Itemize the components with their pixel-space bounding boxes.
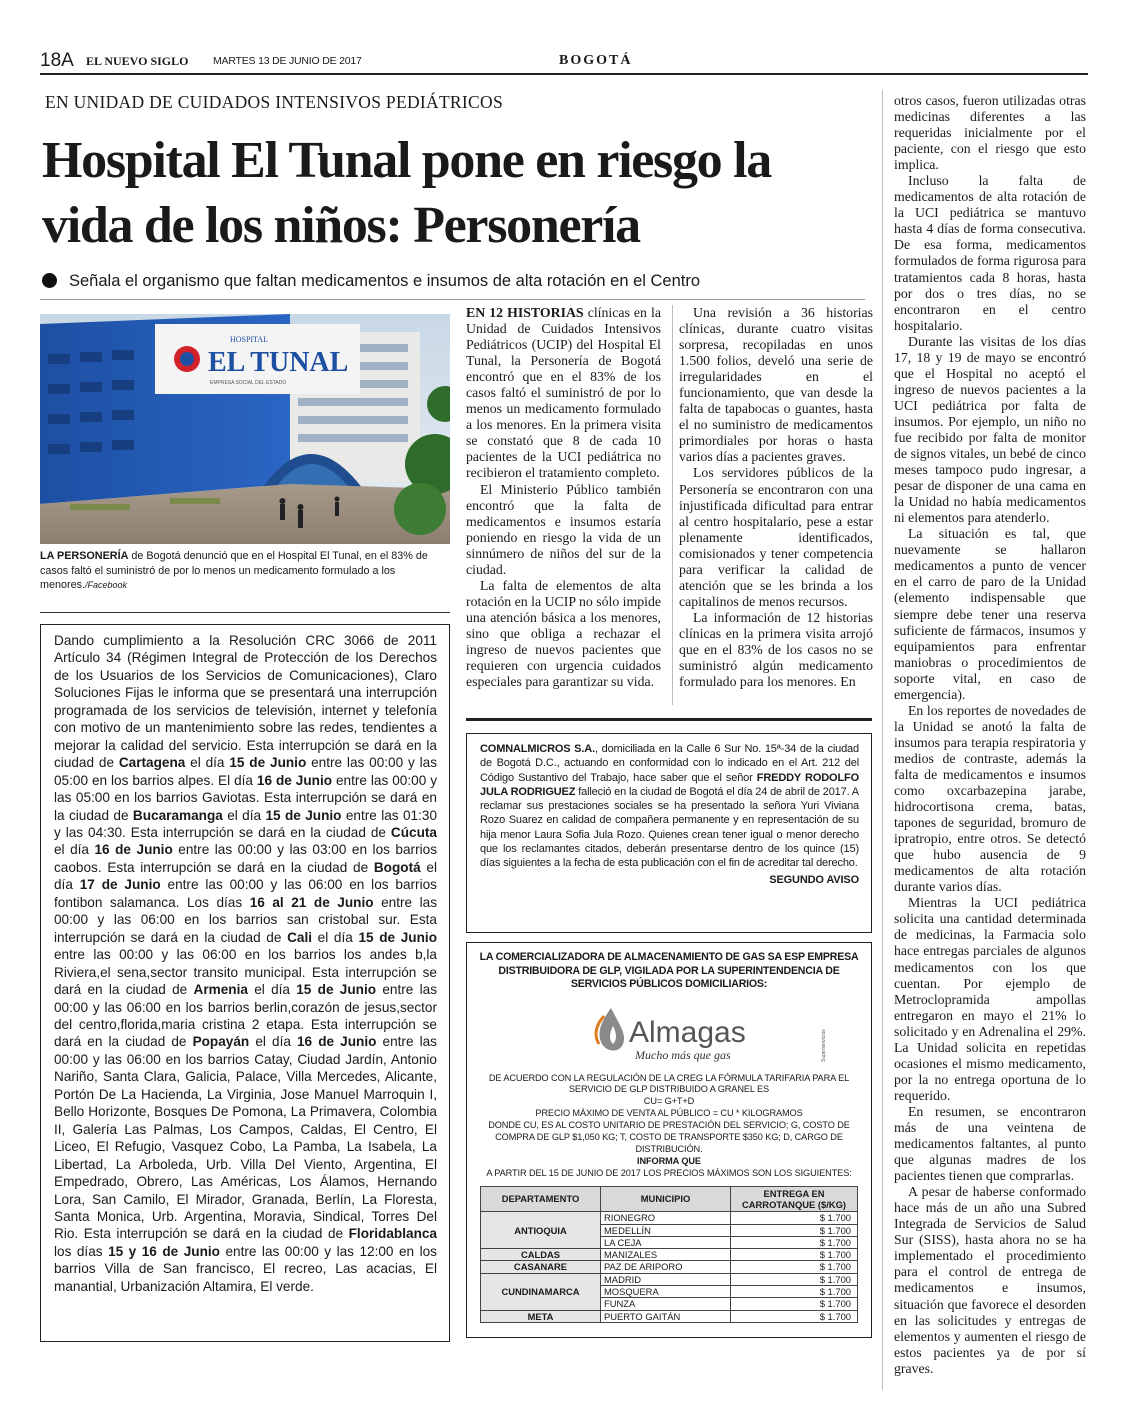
notice-divider: [466, 718, 872, 721]
article-paragraph: EN 12 HISTORIAS clínicas en la Unidad de Cuidados Intensivos Pediátricos (UCIP) del Hospital El Tunal, la Personería de Bogotá encontró que en el 83% de los casos faltó el suministró de por lo menos un medicamento formulado a los menores. En la primera visita se constató que 8 de cada 10 pacientes de la UCI pediátrica no recibieron el tratamiento completo.: [466, 305, 661, 481]
caption-divider: [40, 612, 450, 613]
price-table: [480, 1186, 858, 1323]
superservicios-text: Superservicios: [821, 1028, 827, 1062]
comnal-signature: SEGUNDO AVISO: [769, 873, 859, 886]
table-row: CALDAS MANIZALES $ 1.700: [481, 1249, 858, 1261]
article-column-1: [466, 305, 661, 690]
article-paragraph: Una revisión a 36 historias clínicas, durante cuatro visitas sorpresa, recopiladas en unos 1.500 folios, develó una serie de irregularidades en el funcionamiento, que van desde la falta de tapabocas o guantes, hasta el no suministro de medicamentos primordiales por horas o hasta varios días a pacientes graves.: [679, 305, 873, 465]
article-kicker: EN UNIDAD DE CUIDADOS INTENSIVOS PEDIÁTRICOS: [45, 92, 503, 112]
table-row: META PUERTO GAITÁN $ 1.700: [481, 1310, 858, 1322]
article-paragraph: Durante las visitas de los días 17, 18 y 19 de mayo se encontró que el Hospital no aceptó el ingreso de nuevos pacientes a la UCI pediátrica por falta de insumos. Por ejemplo, un niño no fue recibido por falta de monitor de signos vitales, un bebé de cinco meses tampoco pudo ingresar, a pesar de disponer de una cama en la Unidad no había medicamentos ni elementos para atenderlo.: [894, 333, 1086, 526]
column-divider: [882, 90, 883, 1390]
article-headline: Hospital El Tunal pone en riesgo la vida de los niños: Personería: [42, 132, 771, 254]
article-paragraph: A pesar de haberse conformado hace más de un año una Subred Integrada de Servicios de Salud Sur (SISS), hasta ahora no se ha implementado el procedimiento para el control de entrega de medicamentos e insumos, situación que favorece el desorden en las solicitudes y entregas de elementos y aumenten el riesgo de estos pacientes ya de por sí graves.: [894, 1184, 1086, 1376]
newspaper-name: EL NUEVO SIGLO: [86, 54, 189, 68]
article-paragraph: La situación es tal, que nuevamente se hallaron medicamentos a punto de vencer en el carro de paro de la Unidad (elemento indispensable que siempre debe tener una reserva suficiente de fármacos, insumos y equipamientos para enfrentar maniobras o procedimientos de soporte vital, en caso de emergencia).: [894, 526, 1086, 702]
article-paragraph: En los reportes de novedades de la Unidad se anotó la falta de insumos para terapia respiratoria y medios de contraste, además la falta de medicamentos e insumos como oxcarbazepina jarabe, hidrocortisona crema, batas, tapones de seguridad, bromuro de ipratropio, entre otros. Se detectó que hubo ausencia de 9 medicamentos de alta rotación durante varios días.: [894, 702, 1086, 895]
table-row: CASANARE PAZ DE ARIPORO $ 1.700: [481, 1261, 858, 1273]
tariff-formula: CU= G+T+D: [643, 1096, 695, 1107]
sign-big-text: EL TUNAL: [208, 347, 349, 378]
caption-credit: /Facebook: [85, 580, 128, 590]
issue-date: MARTES 13 DE JUNIO DE 2017: [213, 55, 362, 67]
dek-divider: [40, 299, 865, 300]
article-lead-in: EN 12 HISTORIAS: [466, 305, 584, 320]
almagas-heading: LA COMERCIALIZADORA DE ALMACENAMIENTO DE GAS SA ESP EMPRESA DISTRIBUIDORA DE GLP, VIGILADA POR LA SUPERINTENDENCIA DE SERVICIOS PÚBLICOS DOMICILIARIOS:: [479, 951, 859, 990]
bullet-icon: [42, 273, 57, 288]
table-header: MUNICIPIO: [601, 1186, 731, 1212]
almagas-slogan: Mucho más que gas: [635, 1047, 731, 1062]
almagas-logo-name: Almagas: [629, 1015, 746, 1049]
sign-sub-text: EMPRESA SOCIAL DEL ESTADO: [210, 380, 287, 386]
almagas-logo-graphic: [473, 998, 865, 1073]
header-divider: [40, 73, 1088, 75]
comnal-company: COMNALMICROS S.A.: [480, 743, 595, 755]
caption-lead: LA PERSONERÍA: [40, 550, 129, 562]
table-header: DEPARTAMENTO: [481, 1186, 601, 1212]
sign-small-text: HOSPITAL: [230, 335, 269, 344]
article-dek: [42, 272, 872, 291]
article-paragraph: El Ministerio Público también encontró que la falta de medicamentos e insumos estaría poniendo en riesgo la vida de un sinnúmero de niños del sur de la ciudad.: [466, 481, 661, 577]
hospital-photo: [40, 314, 450, 544]
comnalmicros-notice: [466, 733, 872, 933]
section-name: BOGOTÁ: [559, 53, 633, 68]
page-header: [40, 50, 1088, 74]
dek-text: Señala el organismo que faltan medicamentos e insumos de alta rotación en el Centro: [69, 272, 701, 290]
claro-service-notice: Dando cumplimiento a la Resolución CRC 3066 de 2011 Artículo 34 (Régimen Integral de Protección de los Derechos de los Usuarios de los Servicios de Comunicaciones), Claro Soluciones Fijas le informa que se presentará una interrupción programada de los servicios de televisión, internet y telefonía con motivo de un mantenimiento sobre las redes, tendientes a mejorar la calidad del servicio. Esta interrupción se dará en la ciudad de Cartagena el día 15 de Junio entre las 00:00 y las 05:00 en los barrios alpes. El día 16 de Junio entre las 00:00 y las 05:00 en los barrios Gaviotas. Esta interrupción se dará en la ciudad de Bucaramanga el día 15 de Junio entre las 01:30 y las 04:30. Esta interrupción se dará en la ciudad de Cúcuta el día 16 de Junio entre las 00:00 y las 03:00 en los barrios caobos. Esta interrupción se dará en la ciudad de Bogotá el día 17 de Junio entre las 00:00 y las 06:00 en los barrios fontibon salamanca. Los días 16 al 21 de Junio entre las 00:00 y las 06:00 en los barrios san cristobal sur. Esta interrupción se dará en la ciudad de Cali el día 15 de Junio entre las 00:00 y las 06:00 en los barrios los andes b,la Riviera,el sena,sector transito municipal. Esta interrupción se dará en la ciudad de Armenia el día 15 de Junio entre las 00:00 y las 06:00 en los barrios berlin,corazón de jesus,sector del centro,florida,maria cristina 2 etapa. Esta interrupción se dará en la ciudad de Popayán el día 16 de Junio entre las 00:00 y las 06:00 en los barrios Catay, Ciudad Jardín, Antonio Nariño, Santa Clara, Galicia, Palace, Villa Mercedes, Alicante, Portón De La Hacienda, La Virginia, Jose Manuel Marroquin I, Bello Horizonte, Bosques De Pomona, La Primavera, Colombia II, Galería Las Palmas, Los Campos, Caldas, El Centro, El Liceo, El Refugio, Vasquez Cobo, La Pamba, La Isabela, La Libertad, La Arboleda, Urb. Villa Del Viento, Argentina, El Empedrado, Obrero, Las Américas, Los Álamos, Hernando Lora, San Camilo, El Mirador, Granada, Berlín, La Floresta, Santa Monica, Urb. Argentina, Moravia, Sindical, Torres Del Rio. Esta interrupción se dará en la ciudad de Floridablanca los días 15 y 16 de Junio entre las 00:00 y las 12:00 en los barrios Villa de San francisco, El recreo, Las acacias, El manantial, Urbanización Altamira, El verde.: [40, 624, 450, 1342]
comnal-body: COMNALMICROS S.A., domiciliada en la Calle 6 Sur No. 15ª-34 de la ciudad de Bogotá D.C., actuando en conformidad con lo indicado en el Art. 212 del Código Sustantivo del Trabajo, hace saber que el señor FREDDY RODOLFO JULA RODRIGUEZ falleció en la ciudad de Bogotá el día 24 de abril de 2017. A reclamar sus prestaciones sociales se ha presentado la señora Yuri Viviana Rozo Suarez en calidad de compañera permanente y en representación de su hija menor Laura Sofia Jula Rozo. Quienes crean tener igual o menor derecho que los reclamantes citados, deberán presentarse dentro de los quince (15) días siguientes a la fecha de esta publicación con el fin de acreditar tal derecho.: [480, 743, 860, 870]
page-number: 18A: [40, 50, 74, 71]
table-row: CUNDINAMARCA MADRID $ 1.700: [481, 1273, 858, 1285]
article-paragraph: En resumen, se encontraron más de una veintena de medicamentos faltantes, al punto que algunas madres de los pacientes tienen que comprarlas.: [894, 1103, 1086, 1184]
table-row: MEDELLÍN $ 1.700: [481, 1224, 858, 1236]
comnal-person: FREDDY RODOLFO JULA RODRIGUEZ: [480, 771, 860, 798]
article-column-2: [679, 305, 873, 690]
article-paragraph: Incluso la falta de medicamentos de alta rotación de la UCI pediátrica se mantuvo hasta 4 días de forma consecutiva. De esa forma, medicamentos formulados de forma rigurosa para tratamientos cada 8 horas, hasta por dos o tres días, no se encontraron en el centro hospitalario.: [894, 173, 1086, 333]
photo-caption: [40, 549, 450, 593]
almagas-logo: [473, 998, 865, 1073]
almagas-price-notice: [466, 942, 872, 1338]
table-row: ANTIOQUIA RIONEGRO $ 1.700: [481, 1212, 858, 1224]
caption-text: de Bogotá denunció que en el Hospital El Tunal, en el 83% de casos faltó el suministró de por lo menos un medicamento formulado a los menores.: [40, 550, 428, 591]
article-paragraph: Los servidores públicos de la Personería se encontraron con una injustificada dificultad para entrar al centro hospitalario, pese a estar plenamente identificados, comisionados y tener competencia para verificar la calidad de atención que se les brinda a los capitalinos de menos recursos.: [679, 465, 873, 609]
almagas-regulation: DE ACUERDO CON LA REGULACIÓN DE LA CREG LA FÓRMULA TARIFARIA PARA EL SERVICIO DE GLP DISTRIBUIDO A GRANEL ES CU= G+T+D PRECIO MÁXIMO DE VENTA AL PÚBLICO = CU * KILOGRAMOS DONDE CU, ES AL COSTO UNITARIO DE PRESTACIÓN DEL SERVICIO; G, COSTO DE COMPRA DE GLP $1,050 KG; T, COSTO DE TRANSPORTE $350 KG; D, CARGO DE DISTRIBUCIÓN. INFORMA QUE A PARTIR DEL 15 DE JUNIO DE 2017 LOS PRECIOS MÁXIMOS SON LOS SIGUIENTES:: [473, 1073, 865, 1180]
article-paragraph: otros casos, fueron utilizadas otras medicinas diferentes a las requeridas inicialmente por el paciente, con el riesgo que esto implica.: [894, 93, 1086, 173]
article-column-3: [894, 93, 1086, 1377]
article-paragraph: La falta de elementos de alta rotación en la UCIP no sólo impide una atención básica a los menores, sino que obliga a rechazar el ingreso de nuevos pacientes que requieren con urgencia cuidados especiales para garantizar su vida.: [466, 577, 661, 690]
column-divider: [672, 305, 673, 705]
hospital-photo-illustration: [40, 314, 450, 544]
table-row: FUNZA $ 1.700: [481, 1298, 858, 1310]
table-row: MOSQUERA $ 1.700: [481, 1286, 858, 1298]
article-paragraph: Mientras la UCI pediátrica solicita una cantidad determinada de medicinas, la Farmacia solo hace entregas parciales de algunos medicamentos con los que cuentan. Por ejemplo de Metroclopramida ampollas entregaron en mayo el 21% lo solicitado y en Adrenalina el 29%. La Unidad solicita en repetidas ocasiones el mismo medicamento, por la no entrega oportuna de lo requerido.: [894, 895, 1086, 1103]
table-header: ENTREGA EN CARROTANQUE ($/KG): [731, 1186, 858, 1212]
table-row: LA CEJA $ 1.700: [481, 1236, 858, 1248]
article-paragraph: La información de 12 historias clínicas en la primera visita arrojó que en el 83% de los casos no se suministró algún medicamento formulado para los menores. En: [679, 609, 873, 690]
